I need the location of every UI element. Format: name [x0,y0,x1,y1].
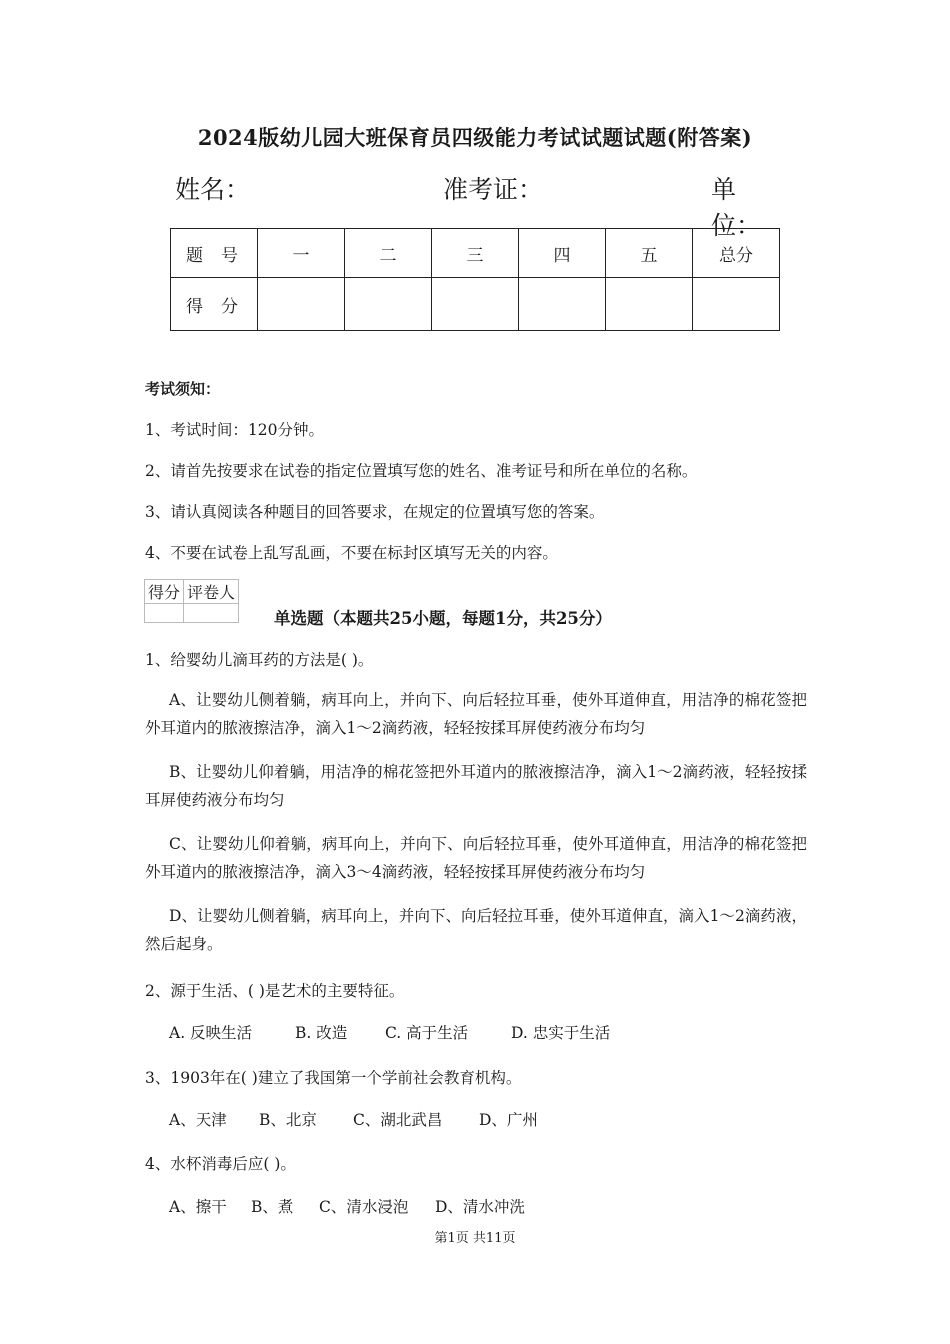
score-cell [519,278,606,331]
column-header: 四 [519,229,606,278]
unit-label: 单位： [711,175,762,240]
note-item: 1、考试时间：120分钟。 [145,421,324,439]
score-cell [345,278,432,331]
column-header: 三 [432,229,519,278]
name-label: 姓名： [175,175,251,204]
score-cell [693,278,780,331]
question-1-option-c: C、让婴幼儿仰着躺，病耳向上，并向下、向后轻拉耳垂，使外耳道伸直，用洁净的棉花签把外耳道内的脓液擦洁净，滴入3～4滴药液，轻轻按揉耳屏使药液分布均匀 [145,835,807,881]
option: C、清水浸泡 [319,1198,409,1216]
score-table [170,228,780,331]
option: D. 忠实于生活 [511,1024,611,1042]
question-3-options [169,1108,538,1130]
option: B、煮 [251,1198,294,1216]
score-cell [258,278,345,331]
grader-reviewer-cell [184,604,239,623]
grader-reviewer-label: 评卷人 [184,580,239,604]
option: A、擦干 [169,1198,227,1216]
question-1-stem: 1、给婴幼儿滴耳药的方法是( )。 [145,651,374,669]
question-1-option-a: A、让婴幼儿侧着躺，病耳向上，并向下、向后轻拉耳垂，使外耳道伸直，用洁净的棉花签把外耳道内的脓液擦洁净，滴入1～2滴药液，轻轻按揉耳屏使药液分布均匀 [145,691,807,737]
grader-box [144,579,239,623]
score-cell [606,278,693,331]
question-1-option-b: B、让婴幼儿仰着躺，用洁净的棉花签把外耳道内的脓液擦洁净，滴入1～2滴药液，轻轻按揉耳屏使药液分布均匀 [145,763,807,809]
note-item: 4、不要在试卷上乱写乱画，不要在标封区填写无关的内容。 [145,544,558,562]
column-header: 一 [258,229,345,278]
question-3-stem: 3、1903年在( )建立了我国第一个学前社会教育机构。 [145,1069,522,1087]
score-table-score-row [171,278,780,331]
question-4-stem: 4、水杯消毒后应( )。 [145,1155,296,1173]
note-item: 2、请首先按要求在试卷的指定位置填写您的姓名、准考证号和所在单位的名称。 [145,462,698,480]
option: D、清水冲洗 [435,1198,525,1216]
option: B、北京 [259,1111,317,1129]
score-cell [432,278,519,331]
notes-title: 考试须知： [145,380,221,398]
grader-score-label: 得分 [145,580,184,604]
ticket-label: 准考证： [443,175,544,204]
note-item: 3、请认真阅读各种题目的回答要求，在规定的位置填写您的答案。 [145,503,605,521]
column-header: 总分 [693,229,780,278]
option: C. 高于生活 [385,1024,469,1042]
option: A、天津 [169,1111,227,1129]
option: A. 反映生活 [169,1024,253,1042]
column-header: 五 [606,229,693,278]
score-table-header-row [171,229,780,278]
option: B. 改造 [295,1024,348,1042]
option: C、湖北武昌 [353,1111,443,1129]
section-title: 单选题（本题共25小题，每题1分，共25分） [274,609,612,628]
score-label: 得分 [171,278,258,331]
page-footer: 第1页 共11页 [434,1231,516,1246]
option: D、广州 [479,1111,538,1129]
question-1-option-d: D、让婴幼儿侧着躺，病耳向上，并向下、向后轻拉耳垂，使外耳道伸直，滴入1～2滴药液，然后起身。 [145,907,807,953]
question-2-options [169,1021,610,1043]
question-4-options [169,1195,525,1217]
exam-title: 2024版幼儿园大班保育员四级能力考试试题试题(附答案) [197,125,753,150]
question-number-label: 题号 [171,229,258,278]
candidate-info-row [175,170,785,240]
column-header: 二 [345,229,432,278]
question-2-stem: 2、源于生活、( )是艺术的主要特征。 [145,982,405,1000]
grader-score-cell [145,604,184,623]
